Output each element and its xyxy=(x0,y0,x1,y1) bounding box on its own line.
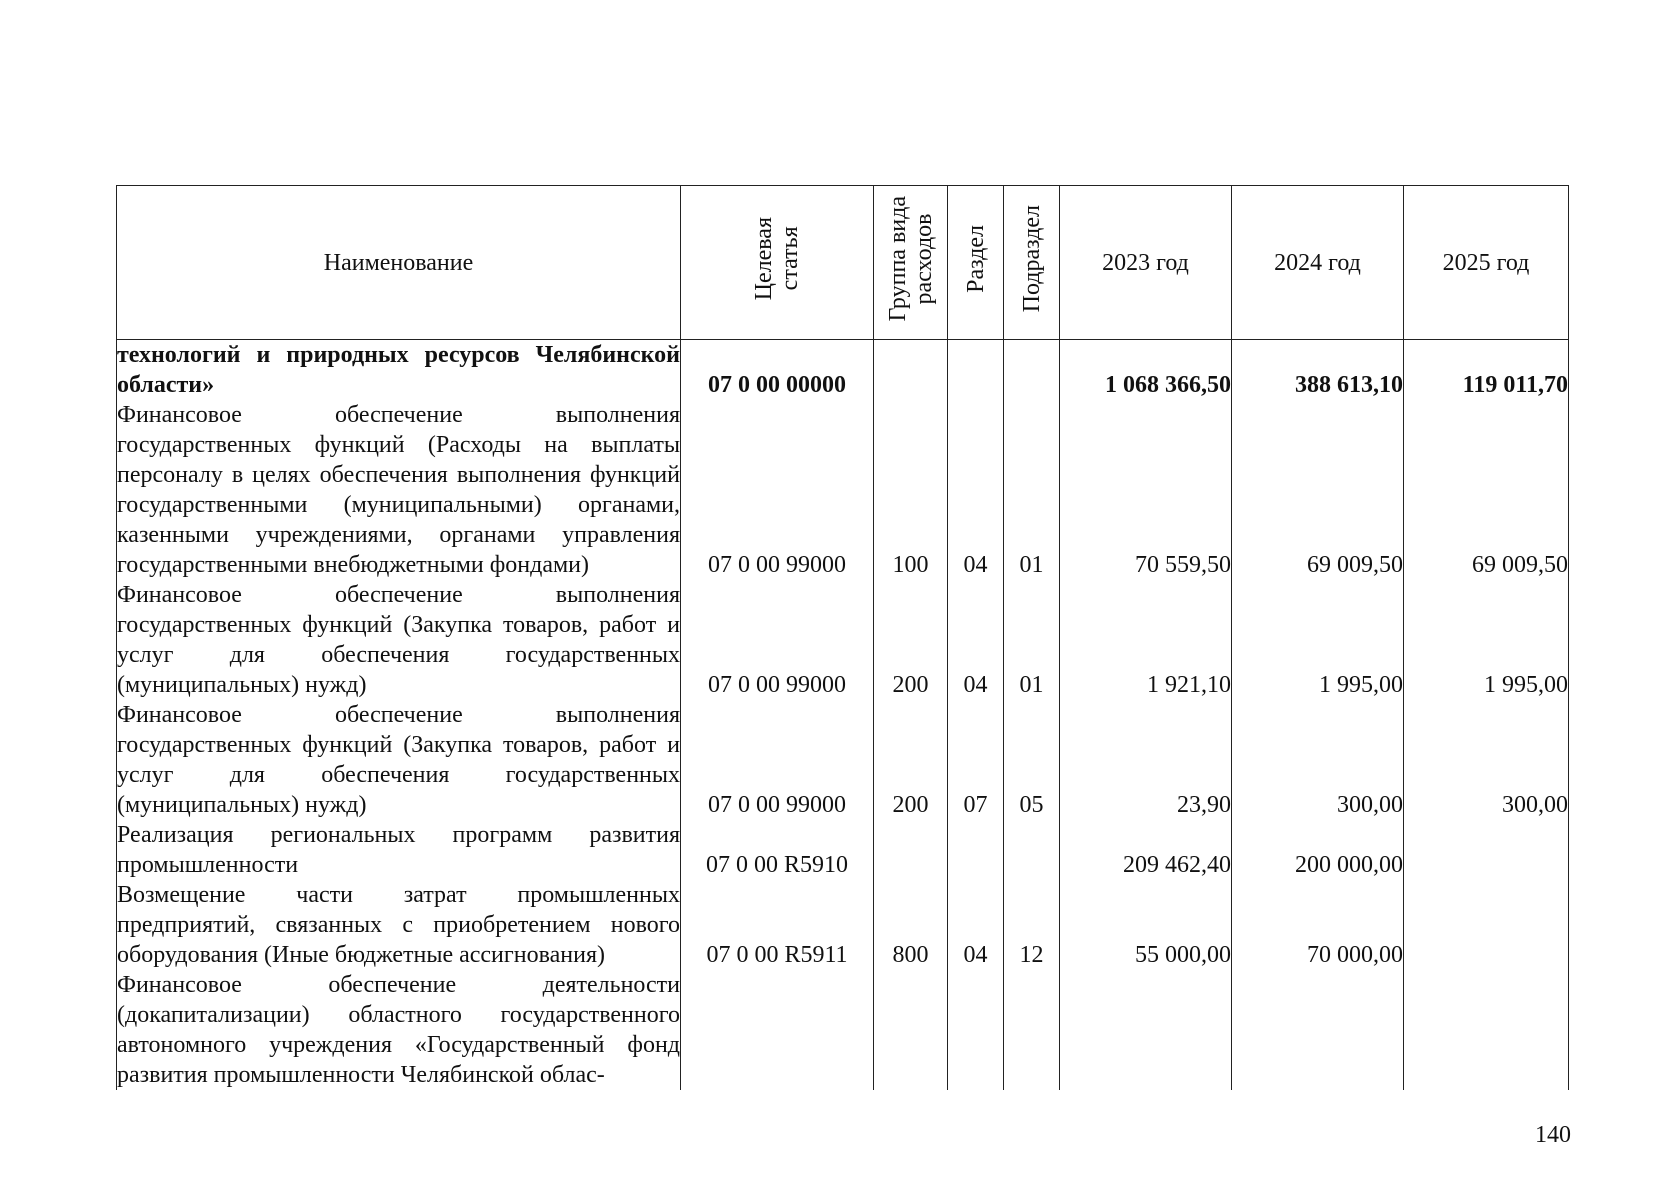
row-amount-2024: 388 613,10 xyxy=(1232,340,1404,401)
table-row xyxy=(117,880,1569,970)
row-expense-group: 200 xyxy=(874,580,948,700)
row-subsection: 12 xyxy=(1004,880,1060,970)
row-amount-2025: 119 011,70 xyxy=(1404,340,1569,401)
row-amount-2024: 200 000,00 xyxy=(1232,820,1404,880)
row-amount-2024: 69 009,50 xyxy=(1232,400,1404,580)
header-expense-group: Группа вида расходов xyxy=(874,186,948,340)
row-section: 04 xyxy=(948,400,1004,580)
row-subsection: 01 xyxy=(1004,400,1060,580)
row-name: Реализация региональных программ развития промышленности xyxy=(117,822,680,878)
table-row xyxy=(117,400,1569,580)
row-amount-2024: 300,00 xyxy=(1232,700,1404,820)
row-amount-2025: 1 995,00 xyxy=(1404,580,1569,700)
table-row xyxy=(117,340,1569,401)
header-name: Наименование xyxy=(117,186,681,340)
row-amount-2023: 70 559,50 xyxy=(1060,400,1232,580)
row-name: Финансовое обеспечение деятельности (докапитализации) областного государственного автономного учреждения «Государственный фонд развития промышленности Челябинской облас- xyxy=(117,972,680,1088)
row-amount-2024 xyxy=(1232,970,1404,1090)
row-amount-2024: 70 000,00 xyxy=(1232,880,1404,970)
page-number: 140 xyxy=(1535,1122,1571,1148)
row-expense-group xyxy=(874,820,948,880)
row-section xyxy=(948,340,1004,401)
header-section: Раздел xyxy=(948,186,1004,340)
row-amount-2023: 55 000,00 xyxy=(1060,880,1232,970)
budget-table xyxy=(116,185,1569,1090)
table-row xyxy=(117,970,1569,1090)
row-amount-2023: 23,90 xyxy=(1060,700,1232,820)
row-target-article: 07 0 00 R5911 xyxy=(681,880,874,970)
row-target-article: 07 0 00 R5910 xyxy=(681,820,874,880)
row-subsection: 05 xyxy=(1004,700,1060,820)
row-amount-2025 xyxy=(1404,820,1569,880)
row-amount-2025 xyxy=(1404,880,1569,970)
row-subsection xyxy=(1004,970,1060,1090)
row-target-article: 07 0 00 00000 xyxy=(681,340,874,401)
row-amount-2024: 1 995,00 xyxy=(1232,580,1404,700)
row-section xyxy=(948,970,1004,1090)
row-name: Возмещение части затрат промышленных предприятий, связанных с приобретением нового оборудования (Иные бюджетные ассигнования) xyxy=(117,882,680,968)
row-target-article: 07 0 00 99000 xyxy=(681,580,874,700)
header-2023: 2023 год xyxy=(1060,186,1232,340)
row-subsection: 01 xyxy=(1004,580,1060,700)
row-section xyxy=(948,820,1004,880)
row-section: 07 xyxy=(948,700,1004,820)
row-section: 04 xyxy=(948,580,1004,700)
row-amount-2025: 69 009,50 xyxy=(1404,400,1569,580)
table-row xyxy=(117,700,1569,820)
row-name: Финансовое обеспечение выполнения государственных функций (Расходы на выплаты персоналу в целях обеспечения выполнения функций государственными (муниципальными) органами, казенными учреждениями, органами управления государственными внебюджетными фондами) xyxy=(117,402,680,578)
row-expense-group: 800 xyxy=(874,880,948,970)
row-amount-2023: 1 068 366,50 xyxy=(1060,340,1232,401)
row-expense-group: 200 xyxy=(874,700,948,820)
header-subsection: Подраздел xyxy=(1004,186,1060,340)
row-amount-2023: 1 921,10 xyxy=(1060,580,1232,700)
table-row xyxy=(117,820,1569,880)
row-subsection xyxy=(1004,820,1060,880)
row-amount-2023 xyxy=(1060,970,1232,1090)
row-expense-group: 100 xyxy=(874,400,948,580)
row-name: технологий и природных ресурсов Челябинской области» xyxy=(117,340,681,401)
header-row xyxy=(117,186,1569,340)
header-2024: 2024 год xyxy=(1232,186,1404,340)
row-subsection xyxy=(1004,340,1060,401)
row-expense-group xyxy=(874,340,948,401)
row-target-article: 07 0 00 99000 xyxy=(681,400,874,580)
table-row xyxy=(117,580,1569,700)
row-expense-group xyxy=(874,970,948,1090)
row-target-article: 07 0 00 99000 xyxy=(681,700,874,820)
header-2025: 2025 год xyxy=(1404,186,1569,340)
row-amount-2025 xyxy=(1404,970,1569,1090)
row-section: 04 xyxy=(948,880,1004,970)
row-amount-2023: 209 462,40 xyxy=(1060,820,1232,880)
header-target-article: Целевая статья xyxy=(681,186,874,340)
row-name: Финансовое обеспечение выполнения государственных функций (Закупка товаров, работ и услуг для обеспечения государственных (муниципальных) нужд) xyxy=(117,702,680,818)
row-target-article xyxy=(681,970,874,1090)
row-amount-2025: 300,00 xyxy=(1404,700,1569,820)
row-name: Финансовое обеспечение выполнения государственных функций (Закупка товаров, работ и услуг для обеспечения государственных (муниципальных) нужд) xyxy=(117,582,680,698)
